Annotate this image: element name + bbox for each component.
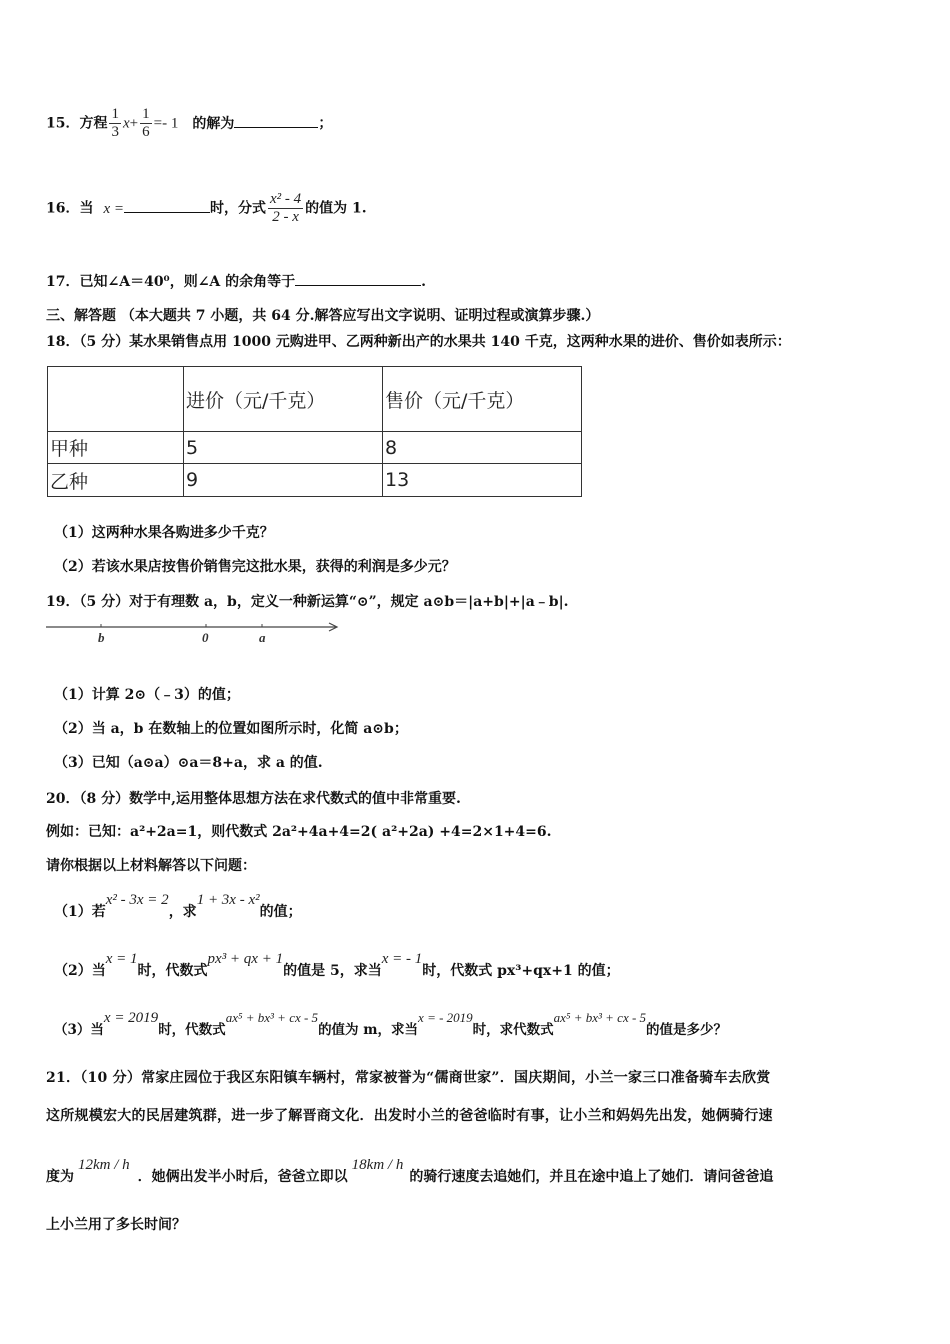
q15-fraction-2: $\frac{1}{6}$ xyxy=(142,106,150,140)
table-row: 乙种 9 13 xyxy=(48,464,582,497)
question-19-stem: 19．（5 分）对于有理数 a，b，定义一种新运算“⊙”，规定 a⊙b＝|a+b|+|a﹣b|. xyxy=(46,594,569,610)
axis-label-0: 0 xyxy=(202,630,209,645)
q18-part-1: （1）这两种水果各购进多少千克？ xyxy=(54,525,274,541)
q15-answer-blank xyxy=(234,127,318,128)
q19-part-3: （3）已知（a⊙a）⊙a＝8+a，求 a 的值. xyxy=(54,755,323,771)
price-table xyxy=(47,366,582,497)
section-3-heading: 三、解答题 （本大题共 7 小题，共 64 分.解答应写出文字说明、证明过程或演算步骤.） xyxy=(46,308,600,324)
q16-answer-blank xyxy=(124,212,210,213)
q15-prefix: 15．方程 xyxy=(46,115,108,132)
question-17: 17．已知∠A＝40⁰，则∠A 的余角等于 . xyxy=(46,274,427,290)
q20-prompt: 请你根据以上材料解答以下问题： xyxy=(46,858,256,874)
question-21-line-4: 上小兰用了多长时间？ xyxy=(46,1217,186,1233)
question-16: 16．当 x = 时，分式 $\frac{\text{x² - 4}}{2 - x}$ 的值为 1. xyxy=(46,191,367,225)
q16-fraction: $\frac{\text{x² - 4}}{2 - x}$ xyxy=(270,191,302,225)
question-15: 15．方程 $\frac{1}{3}$ x+ $\frac{1}{6}$ =- 1 的解为 ； xyxy=(46,106,333,140)
q19-part-2: （2）当 a，b 在数轴上的位置如图所示时，化简 a⊙b； xyxy=(54,721,408,737)
question-20-stem: 20．（8 分）数学中,运用整体思想方法在求代数式的值中非常重要. xyxy=(46,791,461,807)
q19-part-1: （1）计算 2⊙（﹣3）的值； xyxy=(54,687,240,703)
table-header-cost: 进价（元/千克） xyxy=(184,367,383,432)
q18-part-2: （2）若该水果店按售价销售完这批水果，获得的利润是多少元？ xyxy=(54,559,456,575)
number-line xyxy=(44,614,344,650)
question-18-stem: 18．（5 分）某水果销售点用 1000 元购进甲、乙两种新出产的水果共 140 千克，这两种水果的进价、售价如表所示： xyxy=(46,334,791,350)
axis-label-b: b xyxy=(98,630,105,645)
q15-fraction-1: $\frac{1}{3}$ xyxy=(111,106,119,140)
question-21-line-2: 这所规模宏大的民居建筑群，进一步了解晋商文化．出发时小兰的爸爸临时有事，让小兰和妈妈先出发，她俩骑行速 xyxy=(46,1108,773,1124)
q20-example: 例如：已知：a²+2a=1，则代数式 2a²+4a+4=2( a²+2a) +4=2×1+4=6. xyxy=(46,824,552,840)
table-row: 甲种 5 8 xyxy=(48,432,582,464)
table-header-price: 售价（元/千克） xyxy=(383,367,582,432)
table-header-empty xyxy=(48,367,184,432)
q20-part-3: （3）当x = 2019时，代数式ax⁵ + bx³ + cx - 5的值为 m，求当x = - 2019时，求代数式ax⁵ + bx³ + cx - 5的值是多少？ xyxy=(54,1010,728,1038)
q20-part-1: （1）若x² - 3x = 2，求1 + 3x - x²的值； xyxy=(54,892,302,920)
question-21-line-3: 度为12km / h．她俩出发半小时后，爸爸立即以18km / h的骑行速度去追她们，并且在途中追上了她们．请问爸爸追 xyxy=(46,1157,774,1185)
q17-answer-blank xyxy=(295,285,421,286)
question-21-line-1: 21．（10 分）常家庄园位于我区东阳镇车辆村，常家被誉为“儒商世家”．国庆期间，小兰一家三口准备骑车去欣赏 xyxy=(46,1070,771,1086)
q20-part-2: （2）当x = 1时，代数式px³ + qx + 1的值是 5，求当x = - 1时，代数式 px³+qx+1 的值； xyxy=(54,951,620,979)
axis-label-a: a xyxy=(259,630,266,645)
